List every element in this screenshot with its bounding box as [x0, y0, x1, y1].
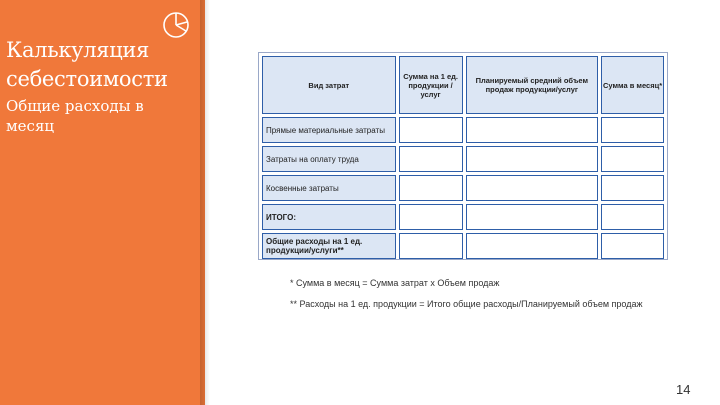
- table-cell: [466, 233, 599, 259]
- table-cell: [466, 204, 599, 230]
- cost-table-frame: [258, 52, 668, 260]
- table-cell: [399, 117, 463, 143]
- table-cell: [601, 146, 664, 172]
- table-row: [262, 146, 664, 172]
- slide-title: Калькуляция себестоимости: [6, 38, 168, 91]
- table-cell: [399, 233, 463, 259]
- row-label-total: ИТОГО:: [262, 204, 396, 230]
- row-label: Затраты на оплату труда: [262, 146, 396, 172]
- footnote-unit-costs: ** Расходы на 1 ед. продукции = Итого общие расходы/Планируемый объем продаж: [290, 299, 643, 309]
- row-label: Прямые материальные затраты: [262, 117, 396, 143]
- table-cell: [466, 175, 599, 201]
- cost-table: [259, 53, 667, 262]
- table-cell: [466, 117, 599, 143]
- table-cell: [466, 146, 599, 172]
- table-cell: [601, 117, 664, 143]
- table-cell: [601, 233, 664, 259]
- table-row: [262, 233, 664, 259]
- header-cost-per-unit: Сумма на 1 ед. продукции /услуг: [399, 56, 463, 114]
- table-cell: [399, 175, 463, 201]
- table-row: [262, 117, 664, 143]
- table-cell: [601, 204, 664, 230]
- sidebar-shadow: [200, 0, 210, 405]
- header-planned-volume: Планируемый средний объем продаж продукции/услуг: [466, 56, 599, 114]
- header-cost-type: Вид затрат: [262, 56, 396, 114]
- table-row: [262, 204, 664, 230]
- table-cell: [601, 175, 664, 201]
- header-monthly-sum: Сумма в месяц*: [601, 56, 664, 114]
- table-cell: [399, 146, 463, 172]
- slide-subtitle: Общие расходы в месяц: [6, 97, 144, 135]
- table-row: [262, 175, 664, 201]
- row-label: Косвенные затраты: [262, 175, 396, 201]
- row-label-unit-costs: Общие расходы на 1 ед. продукции/услуги**: [262, 233, 396, 259]
- table-cell: [399, 204, 463, 230]
- page-number: 14: [676, 382, 691, 397]
- table-header-row: [262, 56, 664, 114]
- footnote-monthly-sum: * Сумма в месяц = Сумма затрат х Объем продаж: [290, 278, 500, 288]
